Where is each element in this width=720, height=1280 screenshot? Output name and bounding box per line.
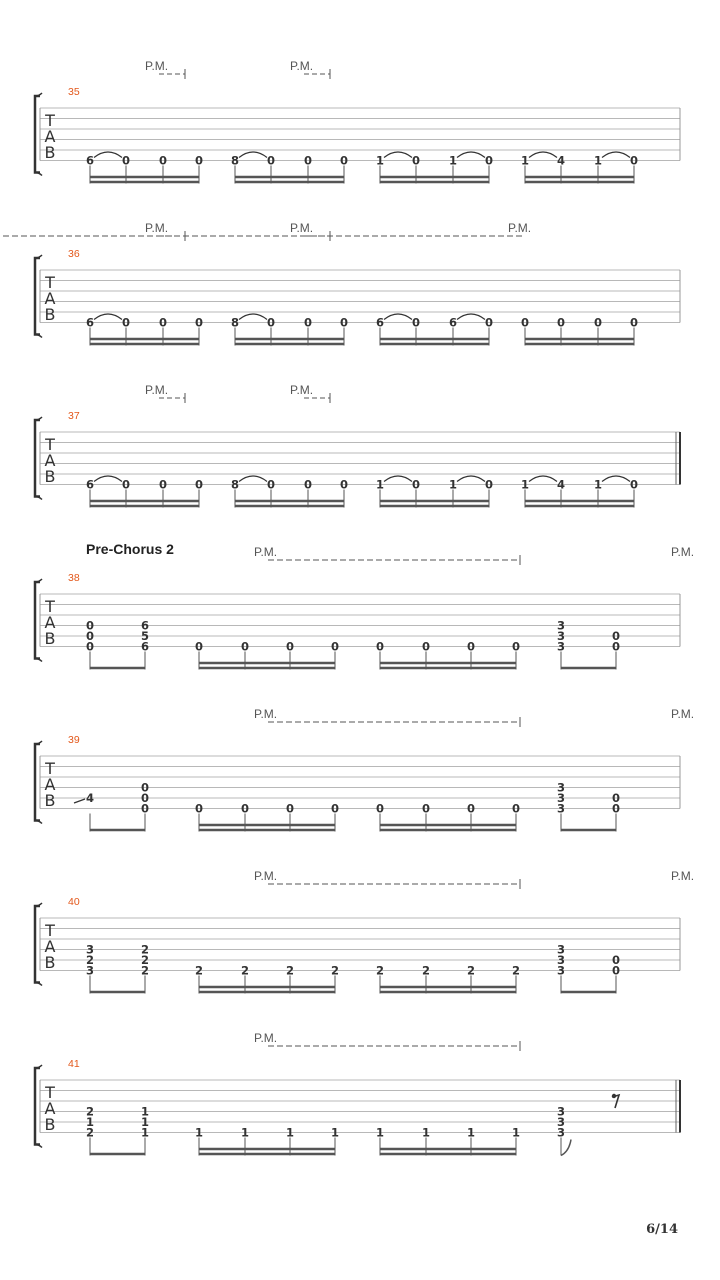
fret-number: 2 [194, 963, 204, 978]
fret-number: 3 [556, 942, 566, 957]
fret-number: 0 [411, 153, 421, 168]
fret-number: 2 [240, 963, 250, 978]
palm-mute [290, 221, 330, 241]
fret-number: 1 [511, 1125, 521, 1140]
palm-mute-label: P.M. [290, 221, 314, 235]
fret-number: 0 [194, 315, 204, 330]
fret-number: 4 [556, 153, 566, 168]
section-label: Pre-Chorus 2 [86, 541, 174, 557]
measure-number: 41 [68, 1058, 80, 1070]
page-number: 6/14 [646, 1222, 678, 1237]
fret-number: 0 [266, 153, 276, 168]
fret-number: 6 [140, 618, 150, 633]
tie-arc [529, 476, 557, 482]
fret-number: 0 [511, 801, 521, 816]
tab-clef-letter: T [45, 111, 55, 130]
tab-clef-letter: T [45, 435, 55, 454]
palm-mute-label: P.M. [254, 707, 278, 721]
tab-clef-letter: B [44, 143, 56, 162]
bracket-hook-top [35, 1065, 42, 1068]
tab-clef-letter: B [44, 1115, 56, 1134]
palm-mute [254, 869, 520, 889]
fret-number: 2 [85, 1104, 95, 1119]
bracket-hook-bottom [35, 983, 42, 986]
palm-mute-label: P.M. [671, 707, 695, 721]
fret-number: 0 [375, 639, 385, 654]
fret-number: 2 [140, 963, 150, 978]
fret-number: 0 [285, 801, 295, 816]
tie-arc [239, 152, 267, 158]
measure-number: 38 [68, 572, 80, 584]
fret-number: 0 [520, 315, 530, 330]
fret-number: 8 [230, 153, 240, 168]
measure-number: 40 [68, 896, 80, 908]
fret-number: 0 [194, 639, 204, 654]
fret-number: 0 [330, 801, 340, 816]
fret-number: 0 [629, 477, 639, 492]
fret-number: 3 [556, 1115, 566, 1129]
fret-number: 6 [85, 153, 95, 168]
fret-number: 1 [330, 1125, 340, 1140]
fret-number: 0 [411, 477, 421, 492]
fret-number: 8 [230, 477, 240, 492]
tie-arc [457, 152, 485, 158]
palm-mute [290, 383, 330, 403]
fret-number: 0 [484, 315, 494, 330]
fret-number: 0 [611, 639, 621, 654]
fret-number: 0 [629, 153, 639, 168]
tab-clef-letter: A [44, 451, 56, 470]
tab-clef-letter: B [44, 953, 56, 972]
palm-mute-label: P.M. [145, 383, 169, 397]
fret-number: 0 [593, 315, 603, 330]
fret-number: 1 [448, 153, 458, 168]
tie-arc [529, 152, 557, 158]
tie-arc [94, 476, 122, 482]
system-40 [35, 869, 694, 994]
fret-number: 0 [611, 801, 621, 816]
staff-bracket [35, 582, 40, 659]
fret-number: 3 [556, 1104, 566, 1119]
fret-number: 0 [330, 639, 340, 654]
fret-number: 0 [121, 315, 131, 330]
fret-number: 0 [375, 801, 385, 816]
fret-number: 0 [85, 618, 95, 633]
tie-arc [602, 152, 630, 158]
palm-mute-label: P.M. [671, 545, 695, 559]
measure-number: 37 [68, 410, 80, 422]
fret-number: 0 [511, 639, 521, 654]
fret-number: 6 [85, 477, 95, 492]
fret-number: 2 [421, 963, 431, 978]
bracket-hook-bottom [35, 497, 42, 500]
fret-number: 1 [421, 1125, 431, 1140]
fret-number: 3 [556, 629, 566, 643]
staff-bracket [35, 1068, 40, 1145]
fret-number: 0 [158, 477, 168, 492]
fret-number: 1 [140, 1115, 150, 1129]
bracket-hook-top [35, 903, 42, 906]
fret-number: 0 [140, 791, 150, 805]
fret-number: 0 [421, 639, 431, 654]
fret-number: 3 [556, 1125, 566, 1140]
fret-number: 1 [593, 477, 603, 492]
fret-number: 1 [375, 1125, 385, 1140]
fret-number: 0 [194, 477, 204, 492]
tab-clef-letter: B [44, 791, 56, 810]
bracket-hook-top [35, 255, 42, 258]
palm-mute-label: P.M. [254, 869, 278, 883]
tie-arc [94, 152, 122, 158]
palm-mute [145, 221, 185, 241]
tie-arc [384, 476, 412, 482]
fret-number: 1 [240, 1125, 250, 1140]
system-36 [0, 221, 680, 346]
fret-number: 3 [556, 791, 566, 805]
palm-mute [0, 221, 531, 236]
fret-number: 0 [140, 801, 150, 816]
fret-number: 0 [629, 315, 639, 330]
palm-mute [671, 707, 694, 721]
tab-clef-letter: A [44, 127, 56, 146]
tab-clef-letter: T [45, 759, 55, 778]
fret-number: 4 [556, 477, 566, 492]
fret-number: 2 [85, 1125, 95, 1140]
note-flag [561, 1140, 571, 1156]
slide-in [74, 799, 85, 803]
fret-number: 0 [484, 153, 494, 168]
system-39 [35, 707, 694, 832]
fret-number: 2 [511, 963, 521, 978]
staff-bracket [35, 744, 40, 821]
fret-number: 0 [339, 315, 349, 330]
fret-number: 1 [448, 477, 458, 492]
fret-number: 0 [158, 315, 168, 330]
palm-mute-label: P.M. [290, 383, 314, 397]
palm-mute-label: P.M. [508, 221, 532, 235]
fret-number: 0 [140, 780, 150, 795]
staff-bracket [35, 420, 40, 497]
fret-number: 2 [140, 953, 150, 967]
system-41 [35, 1031, 680, 1156]
bracket-hook-top [35, 417, 42, 420]
palm-mute-label: P.M. [290, 59, 314, 73]
fret-number: 1 [375, 153, 385, 168]
tab-clef-letter: A [44, 1099, 56, 1118]
fret-number: 6 [140, 639, 150, 654]
fret-number: 0 [158, 153, 168, 168]
fret-number: 1 [140, 1125, 150, 1140]
fret-number: 2 [285, 963, 295, 978]
fret-number: 1 [375, 477, 385, 492]
tab-clef-letter: A [44, 613, 56, 632]
fret-number: 2 [140, 942, 150, 957]
tab-clef-letter: T [45, 273, 55, 292]
fret-number: 3 [556, 801, 566, 816]
palm-mute-label: P.M. [671, 869, 695, 883]
fret-number: 6 [85, 315, 95, 330]
palm-mute [254, 707, 520, 727]
fret-number: 1 [466, 1125, 476, 1140]
tie-arc [239, 476, 267, 482]
palm-mute [145, 383, 185, 403]
fret-number: 0 [611, 791, 621, 805]
measure-number: 35 [68, 86, 80, 98]
tie-arc [239, 314, 267, 320]
palm-mute [145, 59, 185, 79]
fret-number: 1 [520, 153, 530, 168]
staff-bracket [35, 96, 40, 173]
tie-arc [457, 476, 485, 482]
palm-mute [254, 1031, 520, 1051]
fret-number: 0 [85, 639, 95, 654]
fret-number: 3 [556, 780, 566, 795]
fret-number: 5 [140, 629, 150, 643]
fret-number: 0 [466, 801, 476, 816]
bracket-hook-bottom [35, 659, 42, 662]
palm-mute [254, 545, 520, 565]
tab-clef-letter: A [44, 289, 56, 308]
fret-number: 1 [285, 1125, 295, 1140]
fret-number: 0 [194, 153, 204, 168]
fret-number: 0 [266, 315, 276, 330]
tab-clef-letter: T [45, 1083, 55, 1102]
fret-number: 1 [85, 1115, 95, 1129]
bracket-hook-top [35, 741, 42, 744]
fret-number: 0 [266, 477, 276, 492]
fret-number: 0 [240, 639, 250, 654]
fret-number: 0 [303, 153, 313, 168]
bracket-hook-bottom [35, 173, 42, 176]
fret-number: 0 [421, 801, 431, 816]
fret-number: 6 [375, 315, 385, 330]
fret-number: 3 [556, 639, 566, 654]
fret-number: 3 [85, 942, 95, 957]
fret-number: 0 [285, 639, 295, 654]
fret-number: 0 [411, 315, 421, 330]
tab-clef-letter: B [44, 305, 56, 324]
tie-arc [384, 152, 412, 158]
staff-bracket [35, 906, 40, 983]
fret-number: 4 [85, 791, 95, 805]
system-35 [35, 59, 680, 184]
bracket-hook-top [35, 579, 42, 582]
fret-number: 0 [556, 315, 566, 330]
palm-mute-label: P.M. [254, 1031, 278, 1045]
measure-number: 39 [68, 734, 80, 746]
fret-number: 0 [339, 477, 349, 492]
fret-number: 1 [593, 153, 603, 168]
system-37 [35, 383, 680, 508]
fret-number: 3 [85, 963, 95, 978]
fret-number: 0 [121, 477, 131, 492]
fret-number: 0 [194, 801, 204, 816]
fret-number: 0 [303, 315, 313, 330]
fret-number: 1 [194, 1125, 204, 1140]
bracket-hook-bottom [35, 1145, 42, 1148]
fret-number: 3 [556, 963, 566, 978]
tie-arc [457, 314, 485, 320]
measure-number: 36 [68, 248, 80, 260]
tab-clef-letter: B [44, 467, 56, 486]
fret-number: 0 [611, 629, 621, 643]
palm-mute [290, 59, 330, 79]
tab-clef-letter: A [44, 937, 56, 956]
fret-number: 0 [339, 153, 349, 168]
fret-number: 2 [466, 963, 476, 978]
tie-arc [384, 314, 412, 320]
fret-number: 3 [556, 953, 566, 967]
fret-number: 2 [330, 963, 340, 978]
palm-mute [671, 545, 694, 559]
fret-number: 0 [121, 153, 131, 168]
palm-mute-label: P.M. [254, 545, 278, 559]
fret-number: 6 [448, 315, 458, 330]
system-38 [35, 541, 694, 670]
staff-bracket [35, 258, 40, 335]
tab-clef-letter: B [44, 629, 56, 648]
fret-number: 2 [85, 953, 95, 967]
bracket-hook-top [35, 93, 42, 96]
fret-number: 2 [375, 963, 385, 978]
tab-clef-letter: A [44, 775, 56, 794]
fret-number: 0 [484, 477, 494, 492]
fret-number: 0 [611, 953, 621, 967]
palm-mute [671, 869, 694, 883]
tie-arc [602, 476, 630, 482]
fret-number: 3 [556, 618, 566, 633]
tie-arc [94, 314, 122, 320]
palm-mute-label: P.M. [145, 221, 169, 235]
bracket-hook-bottom [35, 821, 42, 824]
fret-number: 1 [520, 477, 530, 492]
fret-number: 1 [140, 1104, 150, 1119]
bracket-hook-bottom [35, 335, 42, 338]
palm-mute-label: P.M. [145, 59, 169, 73]
fret-number: 0 [466, 639, 476, 654]
tab-clef-letter: T [45, 921, 55, 940]
tab-clef-letter: T [45, 597, 55, 616]
fret-number: 0 [303, 477, 313, 492]
fret-number: 8 [230, 315, 240, 330]
fret-number: 0 [611, 963, 621, 978]
fret-number: 0 [240, 801, 250, 816]
fret-number: 0 [85, 629, 95, 643]
